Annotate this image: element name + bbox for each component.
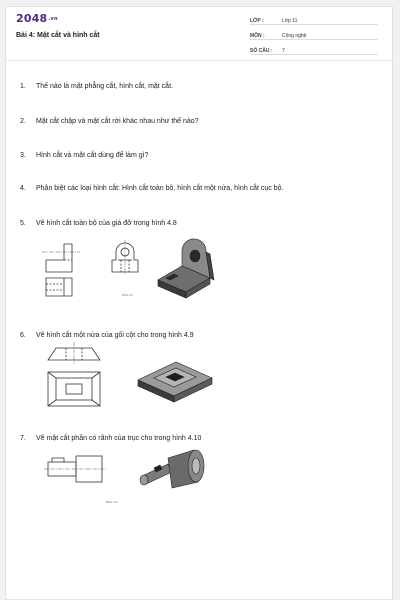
question-number: 5. [20, 220, 26, 227]
question-2 [20, 117, 380, 126]
meta-label: MÔN : [250, 33, 265, 39]
question-number: 4. [20, 185, 26, 192]
header-divider [5, 60, 393, 61]
figure-column-support-drawing [42, 342, 242, 408]
meta-label: LỚP : [250, 18, 264, 24]
question-6 [20, 331, 380, 340]
question-text: Thế nào là mặt phẳng cắt, hình cắt, mặt cắt. [36, 83, 173, 90]
meta-row-subject [250, 27, 378, 40]
meta-row-class [250, 12, 378, 25]
meta-value: 7 [282, 48, 285, 54]
question-text: Phân biệt các loại hình cắt: Hình cắt toàn bộ, hình cắt một nửa, hình cắt cục bộ. [36, 185, 284, 192]
question-5 [20, 219, 380, 228]
question-text: Mặt cắt chập và mặt cắt rời khác nhau như thế nào? [36, 118, 199, 125]
question-number: 3. [20, 152, 26, 159]
logo-text: 2048 [16, 12, 48, 25]
figure-shaft-drawing [42, 446, 222, 498]
lesson-title: Bài 4: Mặt cắt và hình cắt [16, 32, 100, 39]
question-text: Vẽ mặt cắt phần có rãnh của trục cho trong hình 4.10 [36, 435, 202, 442]
question-text: Vẽ hình cắt toàn bộ của giá đỡ trong hình 4.8 [36, 220, 177, 227]
logo-suffix: .vn [48, 16, 58, 22]
figure-bracket-drawing [40, 238, 230, 304]
question-text: Hình cắt và mặt cắt dùng để làm gì? [36, 152, 149, 159]
question-number: 2. [20, 118, 26, 125]
question-7 [20, 434, 380, 443]
site-logo[interactable] [16, 12, 58, 25]
question-3 [20, 151, 380, 160]
question-number: 7. [20, 435, 26, 442]
question-number: 6. [20, 332, 26, 339]
question-1 [20, 82, 380, 91]
meta-label: SỐ CÂU : [250, 48, 273, 54]
figure-caption-4-10: Hình 4.10 [106, 500, 118, 504]
question-text: Vẽ hình cắt một nửa của gối cột cho trong hình 4.9 [36, 332, 194, 339]
meta-row-question-count [250, 42, 378, 55]
meta-value: Công nghệ [282, 33, 307, 39]
question-number: 1. [20, 83, 26, 90]
figure-caption-4-8: Hình 4.8 [122, 293, 133, 297]
question-4 [20, 184, 380, 193]
lesson-meta [250, 12, 378, 57]
meta-value: Lớp 11 [282, 18, 298, 24]
